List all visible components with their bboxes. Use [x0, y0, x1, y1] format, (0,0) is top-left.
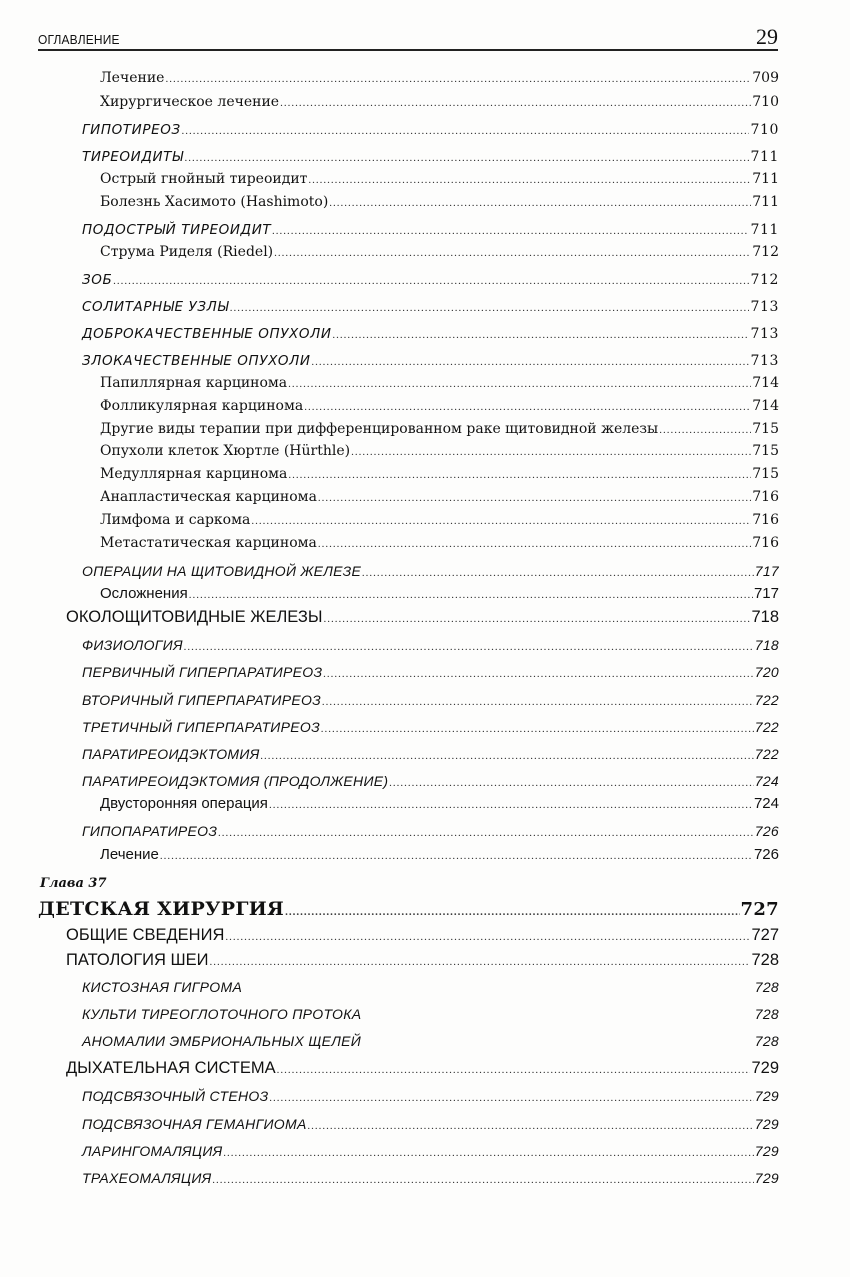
leader-dots: [659, 424, 751, 436]
toc-entry[interactable]: ЗЛОКАЧЕСТВЕННЫЕ ОПУХОЛИ ..... 713: [82, 353, 779, 369]
toc-entry[interactable]: ЛАРИНГОМАЛЯЦИЯ ..... 729: [82, 1143, 779, 1159]
toc-entry[interactable]: АНОМАЛИИ ЭМБРИОНАЛЬНЫХ ЩЕЛЕЙ 728: [82, 1033, 779, 1049]
toc-entry[interactable]: ВТОРИЧНЫЙ ГИПЕРПАРАТИРЕОЗ ..... 722: [82, 692, 779, 708]
leader-dots: [261, 750, 754, 762]
leader-dots: [333, 329, 750, 341]
leader-dots: [308, 174, 751, 186]
toc-entry[interactable]: ОКОЛОЩИТОВИДНЫЕ ЖЕЛЕЗЫ ..... 718: [66, 608, 779, 627]
toc-entry[interactable]: Лечение ..... 709: [100, 70, 779, 86]
toc-entry[interactable]: КИСТОЗНАЯ ГИГРОМА 728: [82, 979, 779, 995]
toc-entry[interactable]: ГИПОПАРАТИРЕОЗ ..... 726: [82, 823, 779, 839]
leader-dots: [272, 225, 749, 237]
toc-entry[interactable]: КУЛЬТИ ТИРЕОГЛОТОЧНОГО ПРОТОКА 728: [82, 1006, 779, 1022]
leader-dots: [269, 1092, 753, 1104]
toc-entry[interactable]: ДЫХАТЕЛЬНАЯ СИСТЕМА ..... 729: [66, 1059, 779, 1078]
leader-dots: [230, 302, 749, 314]
toc-entry[interactable]: ЗОБ ..... 712: [82, 272, 779, 288]
toc-entry[interactable]: Лимфома и саркома ..... 716: [100, 512, 779, 528]
leader-dots: [280, 97, 751, 109]
leader-dots: [351, 446, 751, 458]
leader-dots: [318, 538, 751, 550]
leader-dots: [218, 827, 753, 839]
toc-entry[interactable]: Струма Риделя (Riedel) ..... 712: [100, 244, 779, 260]
toc-entry[interactable]: Фолликулярная карцинома ..... 714: [100, 398, 779, 414]
leader-dots: [113, 275, 749, 287]
leader-dots: [277, 1064, 751, 1076]
toc-entry[interactable]: СОЛИТАРНЫЕ УЗЛЫ ..... 713: [82, 299, 779, 315]
leader-dots: [288, 378, 751, 390]
toc-entry[interactable]: ПОДОСТРЫЙ ТИРЕОИДИТ ..... 711: [82, 222, 779, 238]
toc-entry[interactable]: ТРАХЕОМАЛЯЦИЯ ..... 729: [82, 1170, 779, 1186]
leader-dots: [324, 613, 751, 625]
toc-entry[interactable]: ФИЗИОЛОГИЯ ..... 718: [82, 637, 779, 653]
toc-entry[interactable]: Острый гнойный тиреоидит ..... 711: [100, 171, 779, 187]
leader-dots: [323, 668, 753, 680]
toc-entry[interactable]: Другие виды терапии при дифференцированном раке щитовидной железы ..... 715: [100, 421, 779, 437]
leader-dots: [269, 799, 753, 811]
toc-entry[interactable]: ОБЩИЕ СВЕДЕНИЯ ..... 727: [66, 926, 779, 945]
toc-entry[interactable]: Анапластическая карцинома ..... 716: [100, 489, 779, 505]
page-number: 29: [756, 24, 778, 49]
leader-dots: [189, 589, 753, 601]
leader-dots: [224, 1147, 754, 1159]
toc-entry[interactable]: Болезнь Хасимото (Hashimoto) ..... 711: [100, 194, 779, 210]
toc-chapter-entry[interactable]: ДЕТСКАЯ ХИРУРГИЯ ..... 727: [38, 898, 779, 920]
toc-entry[interactable]: Папиллярная карцинома ..... 714: [100, 375, 779, 391]
leader-dots: [362, 567, 754, 579]
leader-dots: [160, 850, 753, 862]
toc-entry[interactable]: ГИПОТИРЕОЗ ..... 710: [82, 122, 779, 138]
leader-dots: [165, 73, 751, 85]
leader-dots: [184, 641, 754, 653]
toc-entry[interactable]: ТИРЕОИДИТЫ ..... 711: [82, 149, 779, 165]
leader-dots: [312, 356, 750, 368]
chapter-label: Глава 37: [40, 876, 107, 891]
toc-entry[interactable]: Медуллярная карцинома ..... 715: [100, 466, 779, 482]
toc-entry[interactable]: ТРЕТИЧНЫЙ ГИПЕРПАРАТИРЕОЗ ..... 722: [82, 719, 779, 735]
toc-entry[interactable]: ПОДСВЯЗОЧНЫЙ СТЕНОЗ ..... 729: [82, 1088, 779, 1104]
toc-entry[interactable]: ДОБРОКАЧЕСТВЕННЫЕ ОПУХОЛИ ..... 713: [82, 326, 779, 342]
leader-dots: [288, 469, 751, 481]
page-header: [38, 24, 778, 51]
leader-dots: [318, 492, 751, 504]
toc-entry[interactable]: ПАРАТИРЕОИДЭКТОМИЯ ..... 722: [82, 746, 779, 762]
leader-dots: [389, 777, 753, 789]
leader-dots: [274, 247, 751, 259]
leader-dots: [304, 401, 751, 413]
leader-dots: [185, 152, 750, 164]
leader-dots: [225, 931, 750, 943]
toc-entry[interactable]: ОПЕРАЦИИ НА ЩИТОВИДНОЙ ЖЕЛЕЗЕ ..... 717: [82, 563, 779, 579]
leader-dots: [329, 197, 751, 209]
leader-dots: [210, 956, 751, 968]
leader-dots: [285, 906, 739, 918]
toc-entry[interactable]: Опухоли клеток Хюртле (Hürthle) ..... 715: [100, 443, 779, 459]
toc-entry[interactable]: ПОДСВЯЗОЧНАЯ ГЕМАНГИОМА ..... 729: [82, 1116, 779, 1132]
toc-entry[interactable]: ПАРАТИРЕОИДЭКТОМИЯ (ПРОДОЛЖЕНИЕ) ..... 724: [82, 773, 779, 789]
toc-entry[interactable]: Лечение ..... 726: [100, 846, 779, 863]
toc-entry[interactable]: ПАТОЛОГИЯ ШЕИ ..... 728: [66, 951, 779, 970]
leader-dots: [322, 696, 754, 708]
leader-dots: [212, 1174, 753, 1186]
leader-dots: [321, 723, 754, 735]
toc-entry[interactable]: ПЕРВИЧНЫЙ ГИПЕРПАРАТИРЕОЗ ..... 720: [82, 664, 779, 680]
toc-entry[interactable]: Метастатическая карцинома ..... 716: [100, 535, 779, 551]
toc-entry[interactable]: Хирургическое лечение ..... 710: [100, 94, 779, 110]
leader-dots: [182, 125, 750, 137]
running-header-title: ОГЛАВЛЕНИЕ: [38, 32, 120, 47]
toc-entry[interactable]: Двусторонняя операция ..... 724: [100, 795, 779, 812]
leader-dots: [251, 515, 751, 527]
toc-entry[interactable]: Осложнения ..... 717: [100, 585, 779, 602]
leader-dots: [308, 1120, 754, 1132]
